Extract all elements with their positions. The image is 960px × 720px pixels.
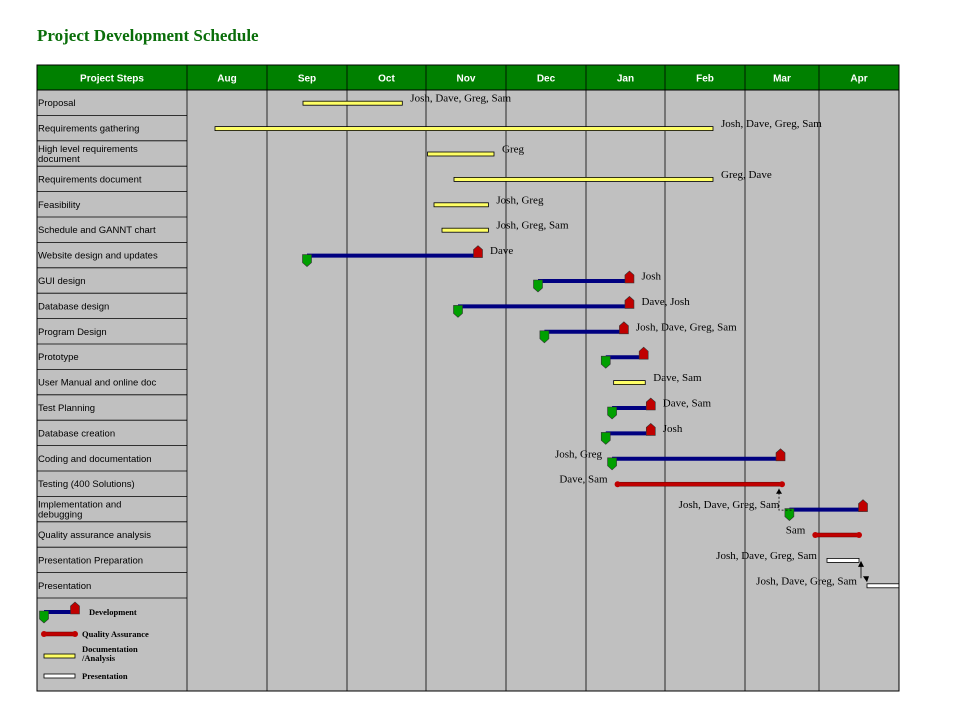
task-name: Coding and documentation — [38, 453, 152, 465]
task-name: Implementation and debugging — [38, 499, 122, 521]
task-people-label: Josh, Dave, Greg, Sam — [410, 92, 512, 105]
task-name: Program Design — [38, 326, 107, 338]
task-name: Prototype — [38, 352, 79, 364]
legend-1-quality-bar — [44, 632, 75, 636]
month-label: Feb — [696, 73, 714, 85]
task-people-label: Josh — [662, 422, 683, 435]
task-name: Database design — [38, 301, 110, 313]
task-name: Proposal — [38, 98, 76, 110]
legend-label: Documentation /Analysis — [82, 644, 138, 663]
task-15-quality-bar — [618, 482, 782, 486]
task-15-quality-end — [779, 481, 785, 487]
task-people-label: Josh, Greg — [555, 448, 603, 461]
month-label: Jan — [616, 73, 635, 85]
task-name: User Manual and online doc — [38, 377, 157, 389]
legend-1-quality-start — [41, 631, 47, 637]
task-name: High level requirements document — [38, 144, 138, 165]
chart-body — [37, 65, 899, 691]
task-17-quality-end — [856, 532, 862, 538]
task-people-label: Josh, Greg, Sam — [496, 219, 569, 232]
task-17-quality-bar — [815, 533, 859, 537]
task-11-documentation-bar — [614, 381, 646, 385]
month-label: Oct — [378, 73, 395, 85]
task-people-label: Josh, Greg — [496, 194, 544, 207]
task-name: Presentation — [38, 580, 92, 592]
legend-2-documentation-bar — [44, 654, 75, 658]
task-people-label: Josh, Dave, Greg, Sam — [678, 499, 780, 512]
task-2-documentation-bar — [428, 152, 494, 156]
legend-label: Quality Assurance — [82, 629, 149, 639]
task-people-label: Josh, Dave, Greg, Sam — [756, 575, 857, 588]
header-project-steps: Project Steps — [80, 73, 144, 85]
month-label: Sep — [297, 73, 317, 85]
task-people-label: Greg, Dave — [721, 168, 772, 181]
legend-1-quality-end — [72, 631, 78, 637]
task-0-documentation-bar — [303, 101, 402, 105]
task-people-label: Josh — [641, 270, 662, 283]
task-name: Requirements document — [38, 174, 142, 186]
month-label: Mar — [773, 73, 791, 85]
task-17-quality-start — [812, 532, 818, 538]
task-people-label: Dave — [490, 245, 514, 258]
task-19-presentation-bar — [867, 584, 899, 588]
task-name: Quality assurance analysis — [38, 530, 151, 541]
task-name: Website design and updates — [38, 250, 158, 262]
month-label: Apr — [850, 73, 868, 85]
task-name: GUI design — [38, 276, 86, 287]
task-people-label: Josh, Dave, Greg, Sam — [716, 549, 817, 562]
task-name: Schedule and GANNT chart — [38, 225, 156, 237]
month-label: Aug — [217, 73, 237, 85]
task-5-documentation-bar — [442, 228, 488, 232]
task-people-label: Josh, Dave, Greg, Sam — [721, 118, 822, 131]
legend-label: Development — [89, 607, 137, 617]
task-name: Presentation Preparation — [38, 555, 144, 567]
task-15-quality-start — [615, 481, 621, 487]
task-people-label: Dave, Sam — [662, 397, 712, 410]
task-18-presentation-bar — [827, 558, 859, 562]
task-people-label: Dave, Sam — [559, 473, 608, 486]
task-4-documentation-bar — [434, 203, 488, 207]
task-1-documentation-bar — [215, 127, 713, 131]
task-name: Test Planning — [38, 403, 96, 414]
task-people-label: Dave, Josh — [641, 295, 690, 308]
task-people-label: Greg — [502, 143, 524, 156]
task-name: Database creation — [38, 428, 116, 440]
task-people-label: Josh, Dave, Greg, Sam — [635, 321, 737, 334]
legend-label: Presentation — [82, 671, 128, 681]
task-3-documentation-bar — [454, 177, 713, 181]
task-name: Feasibility — [38, 199, 81, 211]
task-name: Requirements gathering — [38, 123, 140, 135]
task-people-label: Sam — [785, 524, 806, 537]
month-label: Nov — [456, 73, 476, 85]
chart-title: Project Development Schedule — [37, 26, 259, 45]
task-people-label: Dave, Sam — [653, 372, 702, 385]
legend-3-presentation-bar — [44, 674, 75, 678]
task-name: Testing (400 Solutions) — [38, 479, 135, 491]
month-label: Dec — [536, 73, 556, 85]
